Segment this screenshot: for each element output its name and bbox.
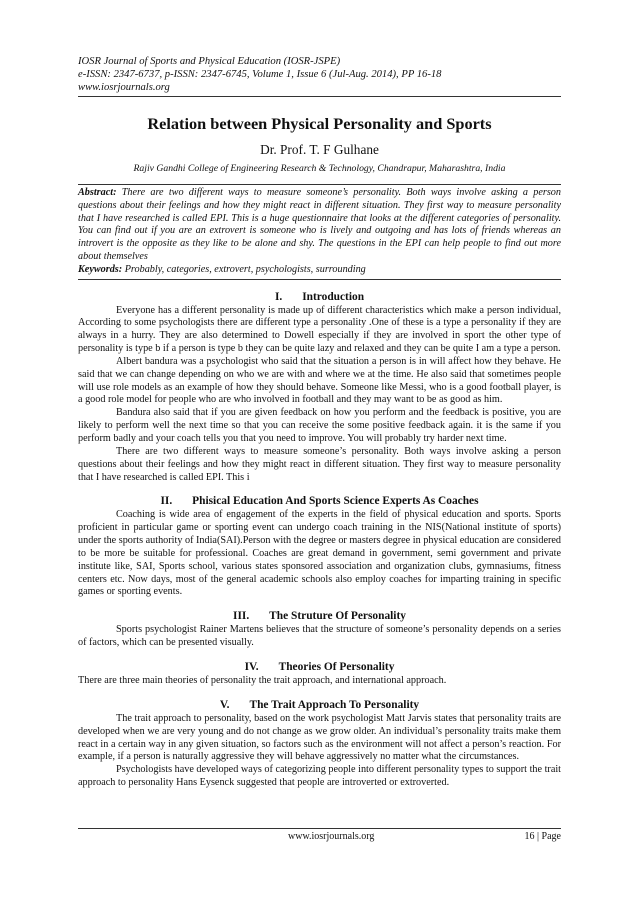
section-heading-trait [78,699,561,711]
header-rule [78,96,561,97]
section-number: V. [219,698,230,711]
paragraph: There are three main theories of personality the trait approach, and international approach. [78,674,447,686]
journal-name: IOSR Journal of Sports and Physical Education (IOSR-JSPE) [78,56,341,67]
paragraph: Albert bandura was a psychologist who said that the situation a person is in will affect how they behave. He said that we can change depending on who we are with and where we at the time. He also said that sometimes people will use role models as an example of how they should behave. Someone like Messi, who is a good football player, is a good role model for people who are who involved in football and they may want to be as good as him. [78,355,561,406]
section-heading-structure [78,610,561,622]
keywords-text: Probably, categories, extrovert, psychologists, surrounding [124,263,366,275]
page-number: 16 | Page [524,831,561,842]
paper-page [78,55,561,790]
section-heading-theories [78,661,561,673]
section-title: Introduction [302,290,365,303]
journal-site[interactable]: www.iosrjournals.org [78,82,170,93]
page-footer [78,828,561,842]
journal-header [78,55,561,94]
abstract-block [78,187,561,277]
journal-issn: e-ISSN: 2347-6737, p-ISSN: 2347-6745, Volume 1, Issue 6 (Jul-Aug. 2014), PP 16-18 [78,69,442,80]
paragraph: There are two different ways to measure someone’s personality. Both ways involve asking a person questions about their feelings and how they might react in different situation. They first way to measure personality that I have researched is called EPI. This i [78,445,561,483]
section-number: IV. [244,660,259,673]
section-title: Theories Of Personality [278,660,395,673]
paper-title: Relation between Physical Personality and Sports [147,114,492,133]
paragraph: Sports psychologist Rainer Martens believes that the structure of someone’s personality depends on a series of factors, which can be presented visually. [78,624,561,649]
section-heading-introduction [78,291,561,303]
section-number: III. [233,610,250,623]
section-title: The Trait Approach To Personality [249,698,420,711]
paper-affiliation: Rajiv Gandhi College of Engineering Research & Technology, Chandrapur, Maharashtra, India [133,163,506,174]
paragraph: Bandura also said that if you are given feedback on how you perform and the feedback is positive, you are likely to perform well the next time so that you can receive the some positive feedback again. it is the same if you perform badly and your coach tells you that you need to improve. You will probably try harder next time. [78,407,561,445]
section-number: I. [274,290,283,303]
paragraph: Coaching is wide area of engagement of the experts in the field of physical education and sports. Sports proficient in particular game or sporting event can undergo coach training in the NIS(National institute of sports) under the sports authority of India(SAI).Person with the degree or masters degree in physical education are considered to be more be suitable for professional. Coaches are great demand in government, semi government and private institute like, SAI, Sports school, various states sponsored association and organization clubs, gymnasiums, fitness centers etc. Now days, most of the general academic schools also employ coaches for imparting training in specific games or sporting events. [78,509,561,598]
abstract-text: There are two different ways to measure someone’s personality. Both ways involve asking a person questions about their feelings and how they might react in different situation. They first way to measure personality that I have researched is called EPI. This is a huge questionnaire that looks at the different categories of personality. You can find out if you are an extrovert is someone who is lively and outgoing and has lots of friends whereas an introvert is the opposite as they like to be alone and shy. The questions in the EPI can help people to find out more about themselves [78,187,561,262]
keywords-label: Keywords: [78,263,123,275]
section-heading-coaches [78,495,561,507]
abstract-bottom-rule [78,279,561,280]
footer-site[interactable]: www.iosrjournals.org [288,831,375,842]
section-title: The Struture Of Personality [269,610,406,623]
paragraph: The trait approach to personality, based on the work psychologist Matt Jarvis states that personality traits are developed when we are very young and do not change as we grow older. An individual’s personality traits make them react in a certain way in any given situation, so factors such as the environment will not affect a person’s reaction. For example, if a person is naturally aggressive they will behave aggressively no matter what the circumstances. [78,712,561,763]
paper-author: Dr. Prof. T. F Gulhane [260,142,379,157]
paragraph: Psychologists have developed ways of categorizing people into different personality types to support the trait approach to personality Hans Eysenck suggested that people are introverted or extroverted. [78,764,561,789]
paragraph: Everyone has a different personality is made up of different characteristics which make a person individual, According to some psychologists there are different type a personality .One of these is a type a personality if they are always in a hurry. They are also determined to Dowell especially if they are involved in sport the other type of personality is type b if a person is type b they can be quite lazy and relaxed and they can be quite I am a type a person. [78,304,561,355]
section-title: Phisical Education And Sports Science Experts As Coaches [192,495,479,508]
abstract-label: Abstract: [78,187,117,198]
section-number: II. [160,495,173,508]
abstract-top-rule [78,184,561,185]
